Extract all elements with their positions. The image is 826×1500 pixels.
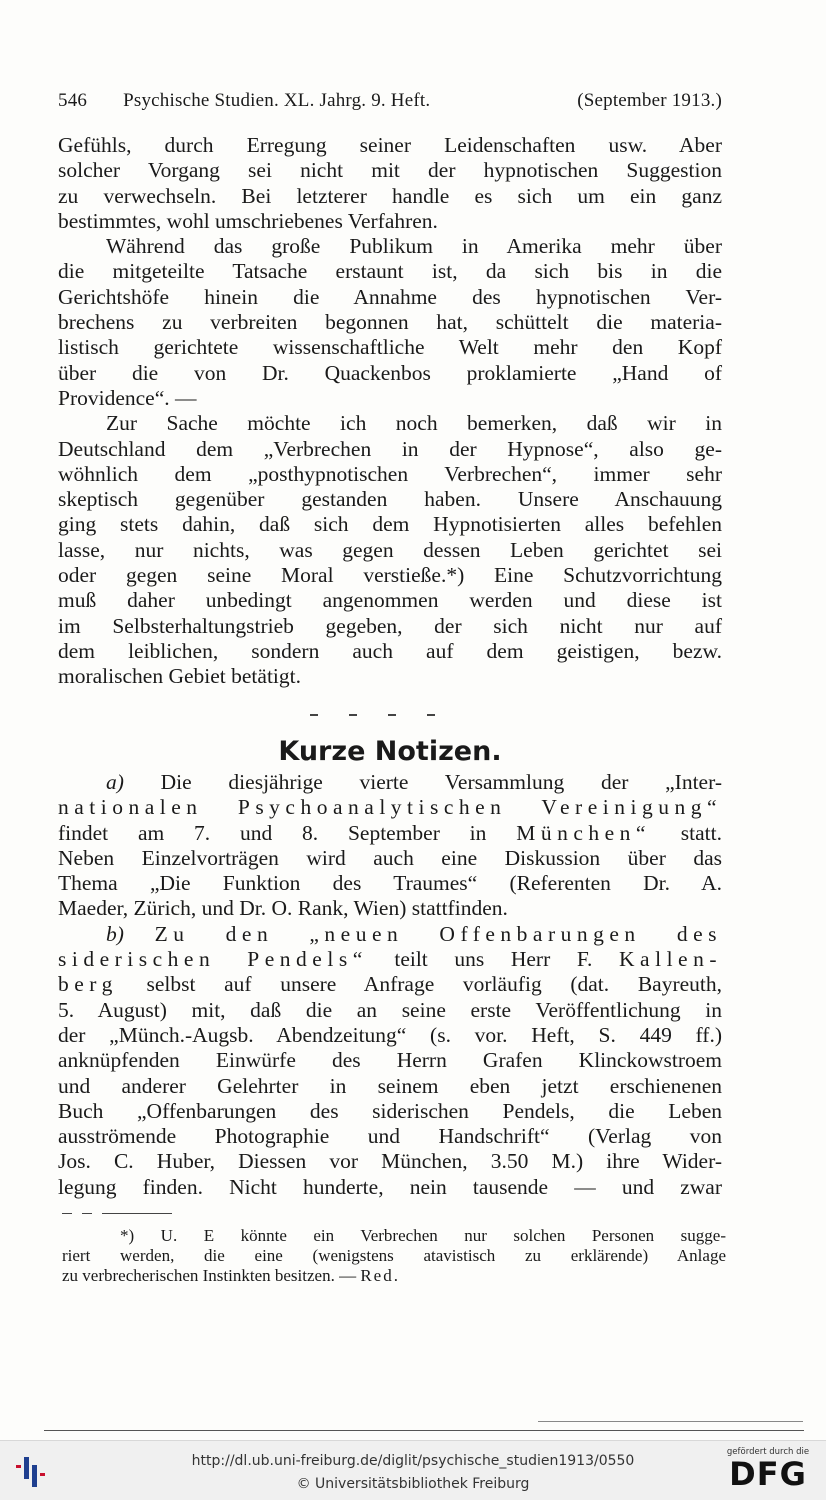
body-line: lasse, nur nichts, was gegen dessen Leben gerichtet sei <box>58 537 722 562</box>
note-text: Die diesjährige vierte Versammlung der „Inter- <box>160 770 722 794</box>
body-line: zu verwechseln. Bei letzterer handle es sich um ein ganz <box>58 183 722 208</box>
note-text: statt. <box>650 820 722 845</box>
note-b-line: anknüpfenden Einwürfe des Herrn Grafen Klinckowstroem <box>58 1048 722 1073</box>
note-b-line: der „Münch.-Augsb. Abendzeitung“ (s. vor. Heft, S. 449 ff.) <box>58 1022 722 1047</box>
body-line: Providence“. — <box>58 385 197 410</box>
note-a-line: Neben Einzelvorträgen wird auch eine Diskussion über das <box>58 845 722 870</box>
body-line: brechens zu verbreiten begonnen hat, schüttelt die materia- <box>58 310 722 335</box>
note-a-line: nationalen Psychoanalytischen Vereinigung“ <box>58 795 722 820</box>
note-b-line: und anderer Gelehrter in seinem eben jetzt erschienenen <box>58 1073 722 1098</box>
note-a-line: Maeder, Zürich, und Dr. O. Rank, Wien) stattfinden. <box>58 896 508 921</box>
body-line: muß daher unbedingt angenommen werden und diese ist <box>58 588 722 613</box>
note-text-spaced: siderischen Pendels“ <box>58 947 368 972</box>
note-text-spaced: berg <box>58 972 118 997</box>
body-line: Gerichtshöfe hinein die Annahme des hypnotischen Ver- <box>58 284 722 309</box>
body-line: im Selbsterhaltungstrieb gegeben, der sich nicht nur auf <box>58 613 722 638</box>
note-b-label: b) <box>106 921 124 946</box>
body-line: Während das große Publikum in Amerika mehr über <box>106 234 722 259</box>
note-b-line: Jos. C. Huber, Diessen vor München, 3.50 M.) ihre Wider- <box>58 1149 722 1174</box>
body-line: Deutschland dem „Verbrechen in der Hypnose“, also ge- <box>58 436 722 461</box>
note-text: teilt uns Herr F. <box>367 947 620 972</box>
dfg-logo <box>720 1447 816 1497</box>
footnote-editor-mark: Red. <box>360 1266 400 1285</box>
footnote-line: *) U. E könnte ein Verbrechen nur solchen Personen sugge- <box>120 1226 726 1245</box>
footnote <box>62 1226 726 1286</box>
note-b-line <box>58 922 722 947</box>
body-line: über die von Dr. Quackenbos proklamierte „Hand of <box>58 360 722 385</box>
running-header <box>58 90 722 112</box>
running-title: Psychische Studien. XL. Jahrg. 9. Heft. <box>123 90 431 111</box>
note-text-spaced: Zu den „neuen Offenbarungen des <box>154 921 722 946</box>
body-line: skeptisch gegenüber gestanden haben. Unsere Anschauung <box>58 487 722 512</box>
note-b-line: 5. August) mit, daß die an seine erste Veröffentlichung in <box>58 997 722 1022</box>
note-text-spaced: Kallen- <box>619 947 722 972</box>
body-line: Zur Sache möchte ich noch bemerken, daß wir in <box>106 411 722 436</box>
note-b-line <box>58 972 722 997</box>
section-separator <box>310 712 435 716</box>
note-text-spaced: München“ <box>516 820 651 845</box>
dfg-logo-text: DFG <box>729 1455 807 1493</box>
issue-date: (September 1913.) <box>577 90 722 111</box>
note-text: selbst auf unsere Anfrage vorläufig (dat. Bayreuth, <box>117 972 722 997</box>
body-line: moralischen Gebiet betätigt. <box>58 664 301 689</box>
body-line: oder gegen seine Moral verstieße.*) Eine Schutzvorrichtung <box>58 563 722 588</box>
body-line: wöhnlich dem „posthypnotischen Verbrechen“, immer sehr <box>58 461 722 486</box>
footnote-rule <box>62 1213 192 1215</box>
note-b-line: legung finden. Nicht hunderte, nein tausende — und zwar <box>58 1174 722 1199</box>
note-a-line <box>58 821 722 846</box>
note-a-line: Thema „Die Funktion des Traumes“ (Referenten Dr. A. <box>58 871 722 896</box>
page-number: 546 <box>58 90 88 111</box>
note-a-label: a) <box>106 770 124 794</box>
notes-body <box>58 770 722 1200</box>
body-line: bestimmtes, wohl umschriebenes Verfahren. <box>58 208 438 233</box>
footnote-line: riert werden, die eine (wenigstens atavistisch zu erklärende) Anlage <box>62 1246 726 1265</box>
note-b-line: Buch „Offenbarungen des siderischen Pendels, die Leben <box>58 1098 722 1123</box>
body-line: Gefühls, durch Erregung seiner Leidenschaften usw. Aber <box>58 133 722 157</box>
scan-edge-line <box>44 1430 804 1431</box>
body-line: listisch gerichtete wissenschaftliche Welt mehr den Kopf <box>58 335 722 360</box>
viewer-footer <box>0 1440 826 1500</box>
body-line: dem leiblichen, sondern auch auf dem geistigen, bezw. <box>58 638 722 663</box>
body-line: ging stets dahin, daß sich dem Hypnotisierten alles befehlen <box>58 512 722 537</box>
body-line: die mitgeteilte Tatsache erstaunt ist, da sich bis in die <box>58 259 722 284</box>
funding-note: gefördert durch die <box>726 1447 810 1457</box>
article-body <box>58 133 722 690</box>
body-line: solcher Vorgang sei nicht mit der hypnotischen Suggestion <box>58 158 722 183</box>
copyright-notice: © Universitätsbibliothek Freiburg <box>296 1476 530 1492</box>
note-a-line <box>58 770 722 795</box>
footnote-line <box>62 1266 726 1286</box>
permalink[interactable]: http://dl.ub.uni-freiburg.de/diglit/psychische_studien1913/0550 <box>191 1453 635 1469</box>
section-heading: Kurze Notizen. <box>278 736 502 767</box>
note-text: findet am 7. und 8. September in <box>58 820 517 845</box>
note-b-line <box>58 947 722 972</box>
scan-edge-line <box>538 1421 803 1422</box>
footnote-text: zu verbrecherischen Instinkten besitzen. — <box>62 1266 361 1285</box>
note-b-line: ausströmende Photographie und Handschrift“ (Verlag von <box>58 1124 722 1149</box>
